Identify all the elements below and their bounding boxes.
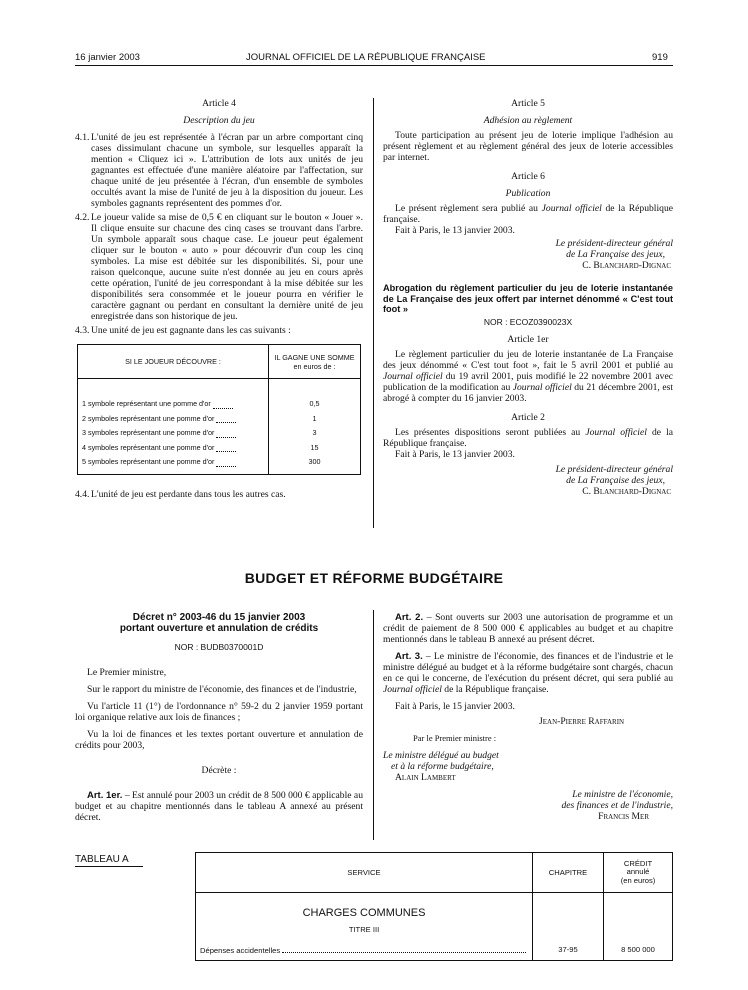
signature-title-1: Le président-directeur général — [555, 463, 673, 475]
header-title: JOURNAL OFFICIEL DE LA RÉPUBLIQUE FRANÇAISE — [246, 52, 486, 63]
signature-title-1: Le président-directeur général — [555, 238, 673, 249]
row-label: 2 symboles représentant une pomme d'or — [82, 413, 215, 423]
prize-table-header-win-l1: IL GAGNE UNE SOMME — [274, 352, 355, 362]
row-label: Dépenses accidentelles — [200, 946, 281, 955]
text-part: de la République française. — [383, 203, 673, 225]
paragraph-number: 4.4. — [75, 488, 90, 500]
decret-article-2 — [383, 612, 673, 645]
abrogation-title: Abrogation du règlement particulier du jeu de loterie instantanée de La Française des jeux offert par internet dénommé « C'est tout foot » — [383, 283, 673, 314]
decret-article-3 — [383, 651, 673, 695]
article-6-title: Article 6 — [511, 171, 545, 182]
decret-para-vu-article: Vu l'article 11 (1°) de l'ordonnance n° 59-2 du 2 janvier 1959 portant loi organique relative aux lois de finances ; — [75, 701, 363, 723]
row-value: 0,5 — [309, 399, 320, 408]
tableau-a-chapitre-value: 37-95 — [533, 893, 604, 961]
paragraph-text: Le joueur valide sa mise de 0,5 € en cliquant sur le bouton « Jouer ». Il clique ensuite sur chacune des cinq cases se trouvant dans l'arbre. Un symbole apparaît sous chaque case. Le joueur peut également cliquer sur le bouton « auto » pour découvrir d'un coup les cinq symboles. La mise est débitée sur les disponibilités. Si, pour une raison quelconque, aucune suite n'est donnée au jeu en cours après cette opération, l'unité de jeu correspondant à la mise débitée sur les disponibilités sera consommée et le joueur pourra en vérifier le caractère gagnant ou perdant en consultant la dernière unité de jeu enregistrée dans son historique de jeu. — [91, 212, 363, 322]
ministre-budget-title-1: Le ministre délégué au budget — [383, 750, 499, 761]
header-page-number: 919 — [652, 52, 668, 63]
decret-para-vu-loi: Vu la loi de finances et les textes portant ouverture et annulation de crédits pour 2003, — [75, 729, 363, 751]
row-label: 1 symbole représentant une pomme d'or — [82, 399, 211, 408]
decret-decrete: Décrète : — [201, 765, 237, 776]
right-column — [383, 98, 673, 497]
prize-table-labels — [78, 379, 269, 475]
fait-a-paris-1: Fait à Paris, le 13 janvier 2003. — [395, 225, 515, 236]
tableau-a-titre: TITRE III — [348, 925, 380, 934]
row-value: 3 — [312, 428, 317, 437]
article-text: – Le ministre de l'économie, des finances et de l'industrie et le ministre délégué au budget et à la réforme budgétaire sont chargés, chacun en ce qui le concerne, de l'exécution du présent décret, qui sera publié au — [383, 651, 673, 684]
decret-nor: NOR : BUDB0370001D — [174, 642, 264, 652]
column-divider-lower — [373, 610, 374, 840]
row-value: 15 — [310, 442, 319, 452]
tableau-a — [195, 852, 673, 961]
fait-a-paris-2: Fait à Paris, le 13 janvier 2003. — [395, 448, 515, 460]
table-row — [82, 426, 264, 441]
article-2-title: Article 2 — [511, 411, 545, 423]
tableau-a-header-chapitre: CHAPITRE — [533, 853, 604, 893]
table-row — [82, 455, 264, 470]
paragraph-text: Une unité de jeu est gagnante dans les cas suivants : — [91, 325, 291, 336]
text-part: de la République française. — [383, 426, 673, 449]
column-divider — [373, 98, 374, 528]
text-part: Le règlement particulier du jeu de loterie instantanée de La Française des jeux dénommé « C'est tout foot », fait le 5 avril 2001 et publié au — [383, 348, 673, 371]
ministre-economie-title-2: des finances et de l'industrie, — [561, 800, 673, 811]
prize-table-header-discover: SI LE JOUEUR DÉCOUVRE : — [78, 345, 269, 379]
tableau-a-header-credit — [604, 853, 673, 893]
section-title: BUDGET ET RÉFORME BUDGÉTAIRE — [244, 570, 504, 586]
ministre-economie-name: Francis Mer — [598, 811, 649, 822]
signature-title-2: de La Française des jeux, — [566, 474, 665, 486]
header-credit-line: CRÉDIT — [623, 858, 653, 868]
article-label: Art. 1er. — [87, 790, 123, 801]
paragraph-4-3 — [75, 325, 363, 336]
row-value: 1 — [312, 413, 317, 423]
article-text: – Sont ouverts sur 2003 une autorisation de programme et un crédit de paiement de 8 500 000 € applicables au budget et au chapitre mentionnés dans le tableau B annexé au présent décret. — [383, 612, 673, 645]
header-credit-line: annulé — [626, 867, 650, 877]
text-part-italic: Journal officiel — [383, 684, 442, 695]
article-label: Art. 2. — [395, 612, 424, 623]
decret-para-rapport: Sur le rapport du ministre de l'économie, des finances et de l'industrie, — [87, 684, 357, 695]
article-5-subtitle: Adhésion au règlement — [483, 115, 573, 126]
article-2-text — [383, 427, 673, 449]
paragraph-4-4 — [75, 489, 363, 500]
tableau-a-header-service: SERVICE — [196, 853, 533, 893]
text-part-italic: Journal officiel — [512, 381, 572, 393]
article-label: Art. 3. — [395, 651, 423, 662]
prize-table-values — [269, 379, 361, 475]
decret-article-1 — [75, 790, 363, 823]
tableau-a-underline — [75, 866, 143, 867]
text-part: du 21 décembre 2001, est abrogé à compter du 16 janvier 2003. — [383, 381, 673, 404]
abrogation-nor: NOR : ECOZ0390023X — [483, 316, 573, 327]
ministre-economie-title-1: Le ministre de l'économie, — [572, 789, 673, 800]
paragraph-number: 4.3. — [75, 325, 90, 336]
decret-fait-a-paris: Fait à Paris, le 15 janvier 2003. — [395, 701, 515, 712]
ministre-budget-name: Alain Lambert — [395, 772, 456, 783]
header-date: 16 janvier 2003 — [75, 52, 140, 63]
signature-name: C. Blanchard-Dignac — [582, 485, 671, 497]
row-label: 4 symboles représentant une pomme d'or — [82, 442, 215, 452]
decret-title-line-1: Décret n° 2003-46 du 15 janvier 2003 — [132, 612, 306, 623]
left-column — [75, 98, 363, 500]
table-row — [200, 945, 528, 956]
article-1-title: Article 1er — [507, 333, 549, 345]
article-4-title: Article 4 — [202, 98, 236, 109]
tableau-a-section: CHARGES COMMUNES — [302, 907, 426, 919]
paragraph-text: L'unité de jeu est représentée à l'écran par un arbre comportant cinq cases dissimulant chacune un symbole, sur lesquelles apparaît la mention « Cliquez ici ». L'attribution de lots aux unités de jeu gagnantes est effectuée d'une manière aléatoire par l'affectation, sur chaque unité de jeu présentée à l'écran, d'un ensemble de symboles occultés avant la mise de l'unité de jeu à la disposition du joueur. Les symboles gagnants représentent des pommes d'or. — [91, 132, 363, 209]
tableau-a-credit-value: 8 500 000 — [604, 893, 673, 961]
ministre-budget-title-2: et à la réforme budgétaire, — [391, 761, 494, 772]
row-label: 3 symboles représentant une pomme d'or — [82, 428, 215, 437]
decret-title-line-2: portant ouverture et annulation de crédits — [119, 623, 319, 634]
decret-para-premier-ministre: Le Premier ministre, — [87, 667, 167, 678]
signature-name: C. Blanchard-Dignac — [582, 260, 671, 271]
article-5-text: Toute participation au présent jeu de loterie implique l'adhésion au présent règlement et au règlement général des jeux de loterie accessibles par internet. — [383, 130, 673, 163]
text-part: Le présent règlement sera publié au — [395, 203, 542, 214]
paragraph-number: 4.1. — [75, 132, 90, 143]
paragraph-text: L'unité de jeu est perdante dans tous les autres cas. — [91, 488, 286, 500]
decret-left — [75, 612, 363, 823]
article-4-subtitle: Description du jeu — [183, 115, 255, 126]
article-text: – Est annulé pour 2003 un crédit de 8 500 000 € applicable au budget et au chapitre mentionnés dans le tableau A annexé au présent décret. — [75, 790, 363, 823]
paragraph-number: 4.2. — [75, 212, 90, 223]
article-text: de la République française. — [441, 684, 549, 695]
decret-right — [383, 612, 673, 822]
tableau-a-label: TABLEAU A — [75, 854, 129, 865]
header-credit-line: (en euros) — [620, 875, 656, 885]
signature-title-2: de La Française des jeux, — [566, 249, 665, 260]
table-row — [82, 412, 264, 427]
tableau-a-service-cell — [196, 893, 533, 961]
header-rule — [75, 65, 673, 66]
par-le-premier-ministre: Par le Premier ministre : — [413, 733, 497, 743]
paragraph-4-2 — [75, 212, 363, 322]
text-part-italic: Journal officiel — [383, 370, 443, 382]
paragraph-4-1 — [75, 132, 363, 209]
article-5-title: Article 5 — [511, 98, 545, 109]
article-6-subtitle: Publication — [505, 188, 551, 199]
table-row — [82, 397, 264, 412]
signature-premier-ministre: Jean-Pierre Raffarin — [539, 716, 625, 727]
prize-table-header-win — [269, 345, 361, 379]
article-1-text — [383, 349, 673, 404]
row-label: 5 symboles représentant une pomme d'or — [82, 457, 215, 466]
prize-table-header-win-l2: en euros de : — [293, 361, 336, 371]
article-6-text — [383, 203, 673, 225]
text-part: Les présentes dispositions seront publiées au — [395, 426, 586, 438]
table-row — [82, 441, 264, 456]
prize-table — [77, 344, 361, 475]
text-part-italic: Journal officiel — [541, 203, 602, 214]
text-part-italic: Journal officiel — [585, 426, 647, 438]
text-part: du 19 avril 2001, puis modifié le 22 novembre 2001 avec publication de la modification au — [383, 370, 673, 393]
row-value: 300 — [308, 457, 321, 466]
